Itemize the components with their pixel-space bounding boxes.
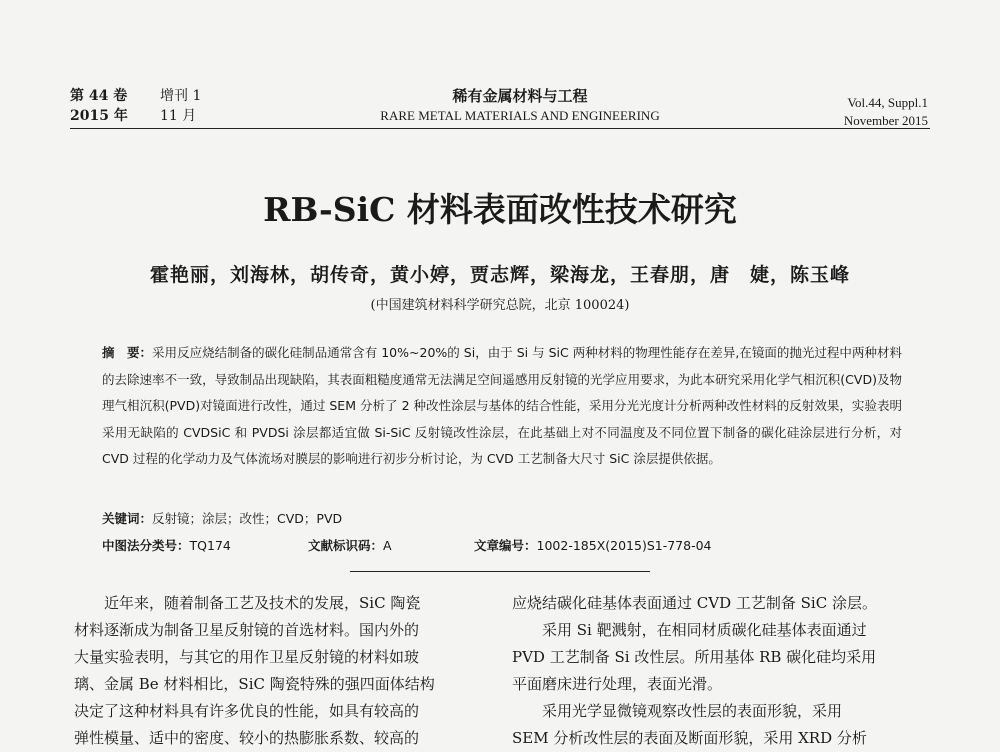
keywords [102, 509, 342, 529]
affiliation: (中国建筑材料科学研究总院，北京 100024) [370, 298, 630, 313]
author-list: 霍艳丽，刘海林，胡传奇，黄小婷，贾志辉，梁海龙，王春朋，唐 婕，陈玉峰 [149, 264, 850, 286]
volume-en: Vol.44, Suppl.1 [847, 95, 928, 110]
keywords-label: 关键词： [102, 511, 153, 526]
body-column-right [512, 590, 932, 752]
clc-group [102, 536, 231, 556]
paper-title: RB-SiC 材料表面改性技术研究 [263, 190, 737, 229]
volume-cn: 第 44 卷 [70, 88, 128, 104]
doc-code-value: A [383, 538, 392, 553]
body-line: 璃、金属 Be 材料相比，SiC 陶瓷特殊的强四面体结构 [74, 675, 435, 693]
body-line: 近年来，随着制备工艺及技术的发展，SiC 陶瓷 [74, 594, 421, 612]
body-line: 材料逐渐成为制备卫星反射镜的首选材料。国内外的 [74, 621, 420, 639]
doc-code-label: 文献标识码： [308, 538, 384, 553]
year-cn: 2015 年 [70, 108, 128, 124]
header-left [70, 86, 201, 126]
body-column-left [74, 590, 479, 752]
supplement-cn: 增刊 1 [160, 88, 202, 104]
header-right [844, 94, 928, 130]
article-number-group [474, 536, 712, 556]
journal-name-en: RARE METAL MATERIALS AND ENGINEERING [380, 108, 660, 123]
month-cn: 11 月 [160, 108, 197, 124]
body-line: 弹性模量、适中的密度、较小的热膨胀系数、较高的 [74, 729, 420, 747]
body-line: 采用 Si 靶溅射，在相同材质碳化硅基体表面通过 [512, 621, 867, 639]
date-en: November 2015 [843, 113, 928, 128]
clc-value: TQ174 [189, 538, 231, 553]
abstract-text: 采用反应烧结制备的碳化硅制品通常含有 10%~20%的 Si，由于 Si 与 SiC 两种材料的物理性能存在差异,在镜面的抛光过程中两种材料的去除速率不一致，导致制品出现缺陷，其表面粗糙度通常无法满足空间遥感用反射镜的光学应用要求，为此本研究采用化学气相沉积(CVD)及物理气相沉积(PVD)对镜面进行改性，通过 SEM 分析了 2 种改性涂层与基体的结合性能，采用分光光度计分析两种改性材料的反射效果，实验表明采用无缺陷的 CVDSiC 和 PVDSi 涂层都适宜做 Si-SiC 反射镜改性涂层，在此基础上对不同温度及不同位置下制备的碳化硅涂层进行分析，对 CVD 过程的化学动力及气体流场对膜层的影响进行初步分析讨论，为 CVD 工艺制备大尺寸 SiC 涂层提供依据。 [102, 345, 902, 466]
header-rule [70, 128, 930, 129]
abstract [102, 340, 902, 473]
body-line: 平面磨床进行处理，表面光滑。 [512, 675, 723, 693]
body-line: 应烧结碳化硅基体表面通过 CVD 工艺制备 SiC 涂层。 [512, 594, 877, 612]
body-line: SEM 分析改性层的表面及断面形貌，采用 XRD 分析 [512, 729, 867, 747]
body-line: PVD 工艺制备 Si 改性层。所用基体 RB 碳化硅均采用 [512, 648, 877, 666]
journal-name [330, 86, 710, 126]
body-line: 采用光学显微镜观察改性层的表面形貌，采用 [512, 702, 843, 720]
journal-name-cn: 稀有金属材料与工程 [452, 87, 588, 105]
article-number-value: 1002-185X(2015)S1-778-04 [536, 538, 712, 553]
abstract-label: 摘 要： [102, 345, 153, 360]
body-line: 大量实验表明，与其它的用作卫星反射镜的材料如玻 [74, 648, 420, 666]
body-line: 决定了这种材料具有许多优良的性能，如具有较高的 [74, 702, 420, 720]
clc-label: 中图法分类号： [102, 538, 190, 553]
article-number-label: 文章编号： [474, 538, 537, 553]
section-rule [350, 571, 650, 572]
keywords-text: 反射镜；涂层；改性；CVD；PVD [152, 511, 343, 526]
doc-code-group [308, 536, 392, 556]
